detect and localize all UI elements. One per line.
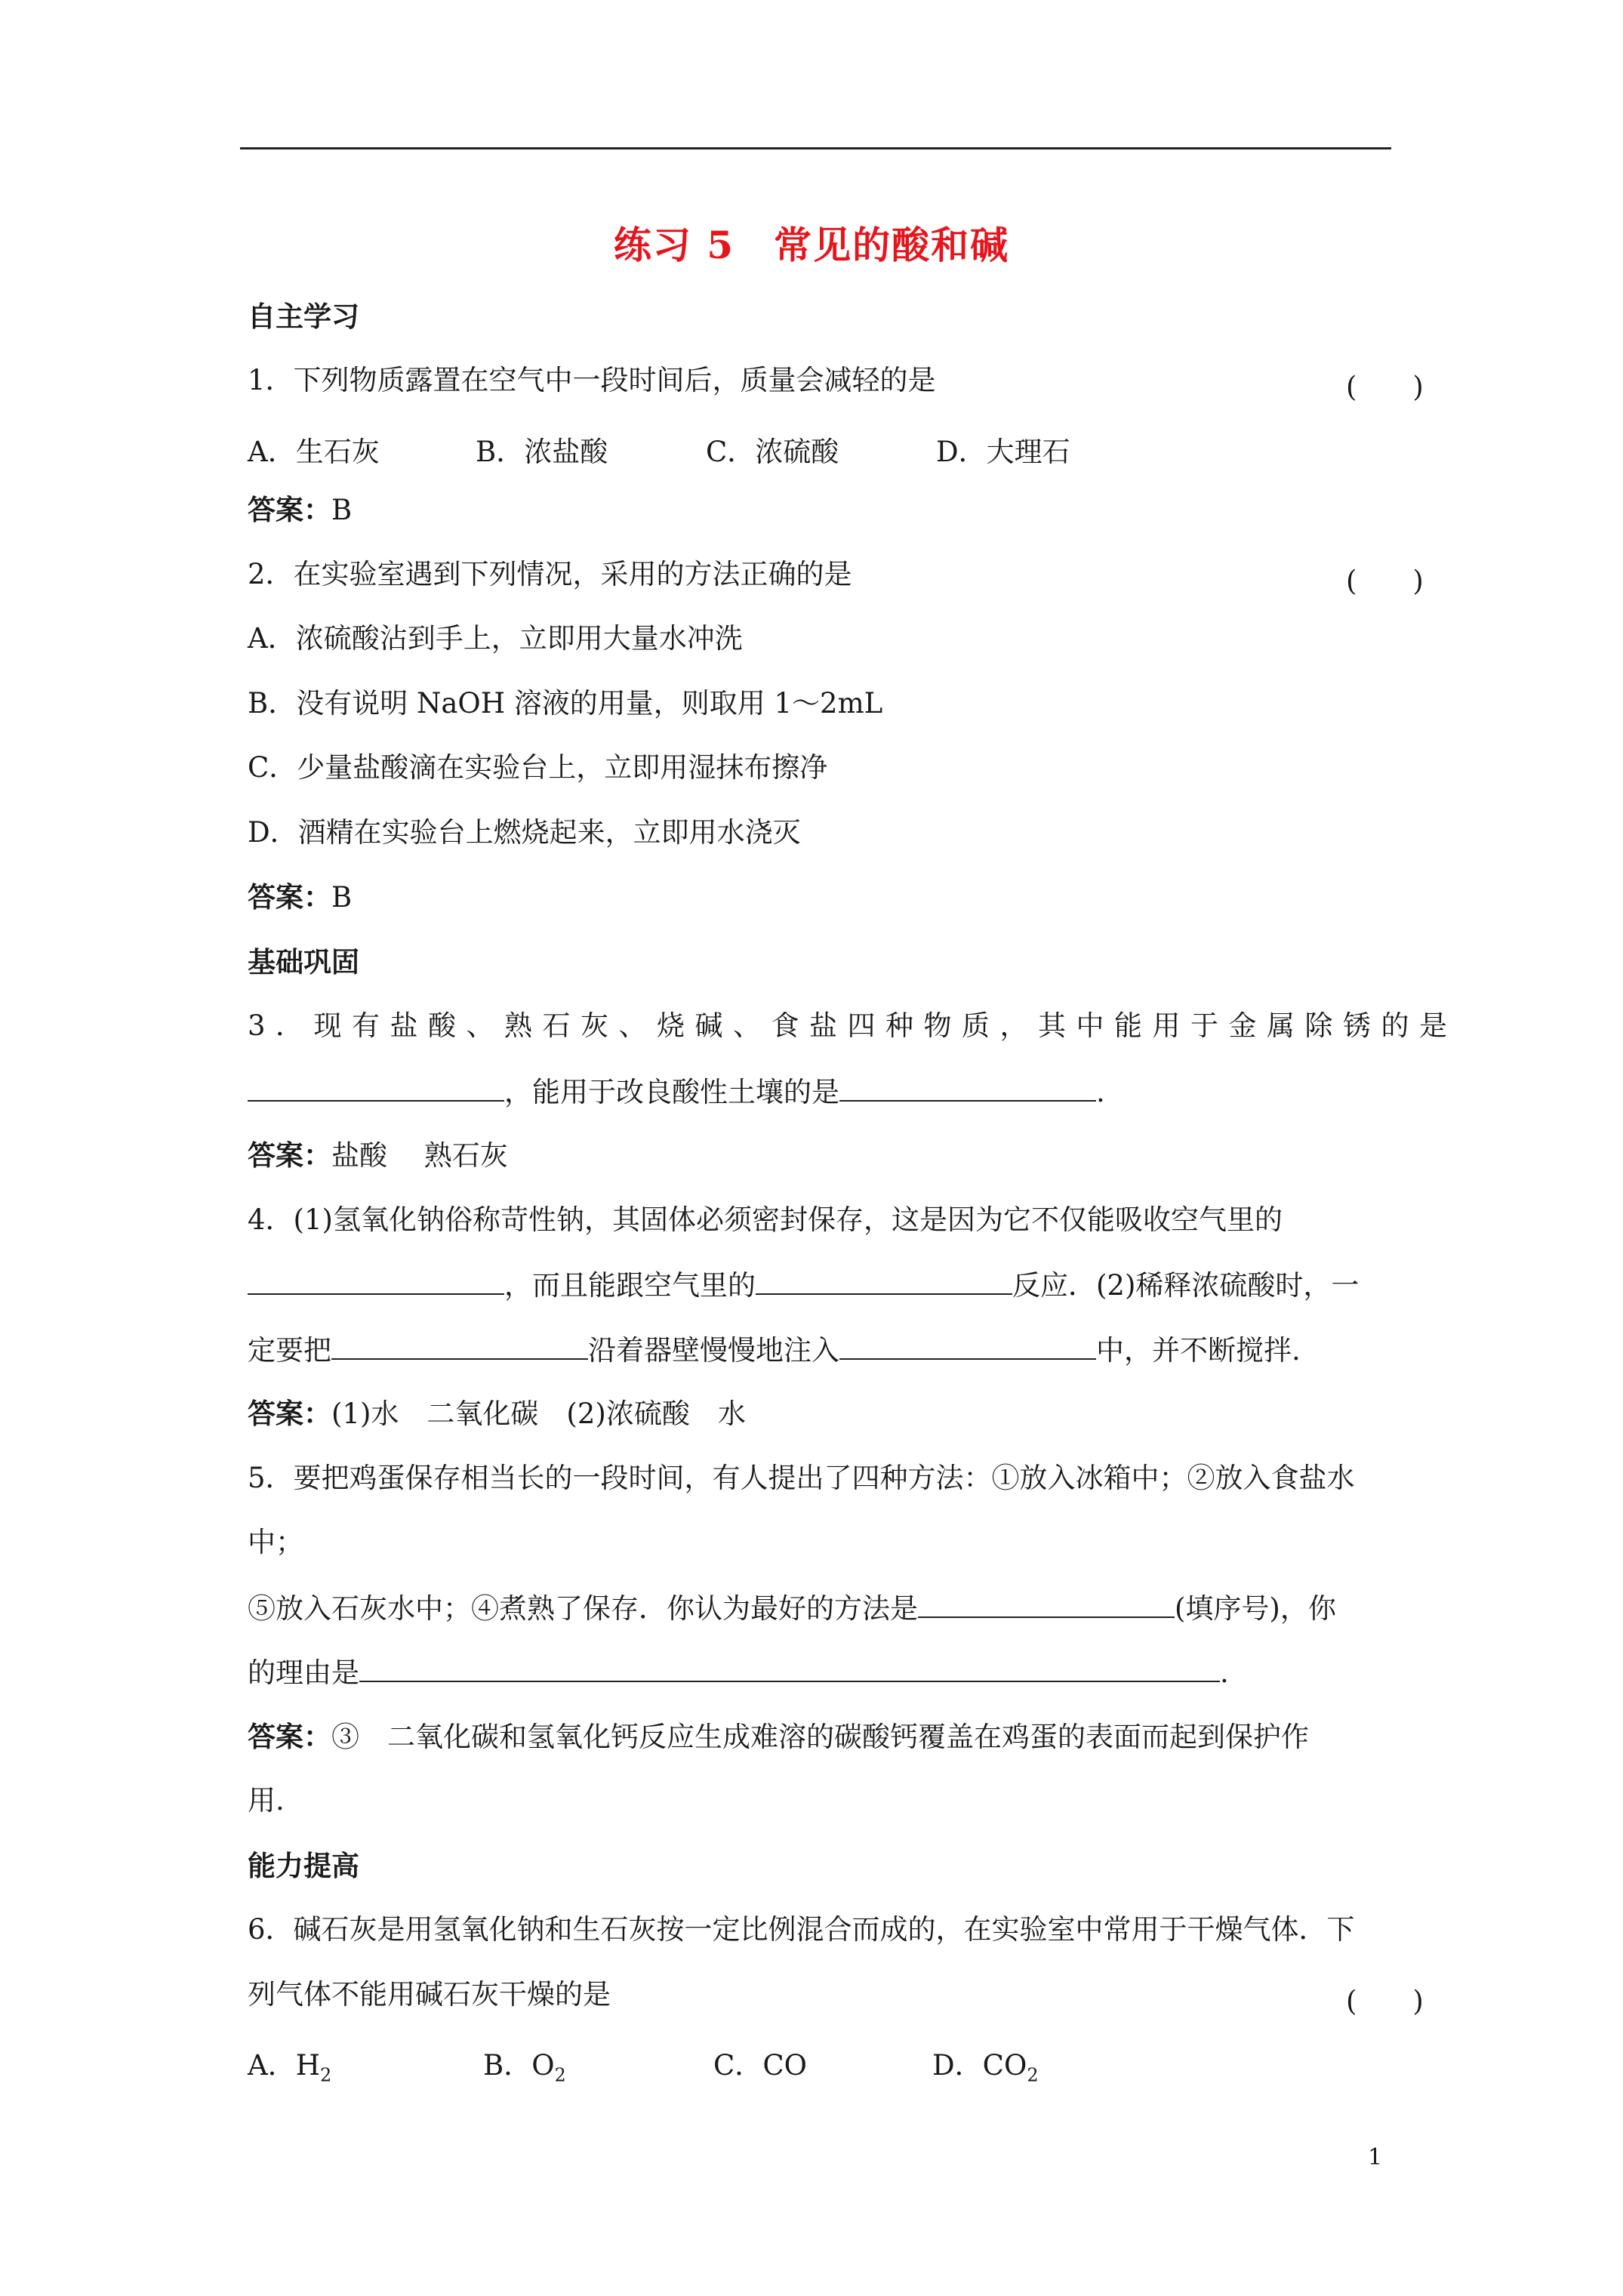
option-label: C． bbox=[713, 2049, 763, 2082]
question-4-line-2-text-b: 反应．(2)稀释浓硫酸时，一 bbox=[1012, 1269, 1360, 1302]
question-6-line-2: 列气体不能用碱石灰干燥的是 bbox=[248, 1978, 611, 2011]
question-4-line-3-text-b: 沿着器壁慢慢地注入 bbox=[588, 1334, 839, 1367]
question-6-option-a bbox=[248, 2042, 331, 2085]
option-label: B． bbox=[483, 2049, 532, 2082]
question-3-line-2-end: . bbox=[1096, 1076, 1105, 1108]
question-5-line-3 bbox=[248, 1591, 1336, 1626]
question-2-option-b: B．没有说明 NaOH 溶液的用量，则取用 1～2mL bbox=[248, 687, 883, 720]
question-5-answer-line-2: 用. bbox=[248, 1784, 285, 1817]
answer-value: ③ 二氧化碳和氢氧化钙反应生成难溶的碳酸钙覆盖在鸡蛋的表面而起到保护作 bbox=[331, 1721, 1309, 1753]
formula: CO bbox=[762, 2049, 807, 2082]
section-heading-self-study: 自主学习 bbox=[248, 300, 359, 333]
question-2-answer-paren: ( ) bbox=[1346, 565, 1424, 597]
question-3-line-2 bbox=[248, 1074, 1105, 1109]
question-6-option-c bbox=[713, 2042, 807, 2085]
fill-blank[interactable] bbox=[359, 1655, 1220, 1682]
answer-label: 答案： bbox=[248, 880, 331, 914]
formula: CO bbox=[982, 2049, 1027, 2082]
answer-value: B bbox=[331, 494, 353, 526]
answer-value: (1)水 二氧化碳 (2)浓硫酸 水 bbox=[331, 1398, 746, 1430]
answer-label: 答案： bbox=[248, 1397, 331, 1430]
question-5-line-3-text-b: (填序号)，你 bbox=[1175, 1592, 1336, 1625]
question-3-line-1: 3．现有盐酸、熟石灰、烧碱、食盐四种物质，其中能用于金属除锈的是 bbox=[248, 1009, 1458, 1042]
question-1-option-c: C．浓硫酸 bbox=[706, 436, 839, 468]
question-4-line-3-text-c: 中，并不断搅拌. bbox=[1096, 1334, 1301, 1367]
question-4-line-3 bbox=[248, 1333, 1301, 1367]
fill-blank[interactable] bbox=[839, 1333, 1096, 1360]
question-2-option-a: A．浓硫酸沾到手上，立即用大量水冲洗 bbox=[248, 622, 743, 655]
header-rule bbox=[240, 147, 1391, 149]
question-1-option-a: A．生石灰 bbox=[248, 436, 380, 468]
section-heading-basics: 基础巩固 bbox=[248, 945, 359, 978]
question-2-text: 2．在实验室遇到下列情况，采用的方法正确的是 bbox=[248, 558, 852, 590]
option-label: A． bbox=[248, 2049, 296, 2082]
fill-blank[interactable] bbox=[331, 1333, 588, 1360]
question-4-answer bbox=[248, 1397, 746, 1431]
question-4-line-2-text-a: ，而且能跟空气里的 bbox=[504, 1269, 756, 1302]
answer-value: B bbox=[331, 881, 353, 914]
question-2-answer bbox=[248, 880, 352, 914]
formula-subscript: 2 bbox=[554, 2064, 566, 2086]
question-5-line-4-end: . bbox=[1220, 1657, 1229, 1689]
question-1-option-d: D．大理石 bbox=[936, 436, 1070, 468]
question-5-line-2: 中； bbox=[248, 1526, 303, 1558]
question-5-line-4 bbox=[248, 1655, 1229, 1690]
question-5-line-3-text-a: ⑤放入石灰水中；④煮熟了保存．你认为最好的方法是 bbox=[248, 1592, 918, 1625]
question-1-answer bbox=[248, 493, 352, 527]
fill-blank[interactable] bbox=[839, 1074, 1096, 1102]
page-number: 1 bbox=[1368, 2144, 1383, 2171]
question-3-answer bbox=[248, 1139, 508, 1173]
question-3-line-2-text: ，能用于改良酸性土壤的是 bbox=[504, 1076, 839, 1108]
question-5-answer-line-1 bbox=[248, 1720, 1309, 1754]
question-6-option-b bbox=[483, 2042, 566, 2085]
option-label: D． bbox=[932, 2049, 983, 2082]
fill-blank[interactable] bbox=[918, 1591, 1175, 1618]
formula-subscript: 2 bbox=[1027, 2064, 1039, 2086]
question-4-line-3-text-a: 定要把 bbox=[248, 1334, 331, 1367]
fill-blank[interactable] bbox=[248, 1074, 504, 1102]
fill-blank[interactable] bbox=[756, 1268, 1012, 1295]
formula: O bbox=[531, 2049, 555, 2082]
question-1-answer-paren: ( ) bbox=[1346, 371, 1424, 403]
fill-blank[interactable] bbox=[248, 1268, 504, 1295]
answer-value: 盐酸 熟石灰 bbox=[331, 1139, 508, 1172]
question-5-line-1: 5．要把鸡蛋保存相当长的一段时间，有人提出了四种方法：①放入冰箱中；②放入食盐水 bbox=[248, 1462, 1355, 1494]
answer-label: 答案： bbox=[248, 493, 331, 526]
question-1-text: 1．下列物质露置在空气中一段时间后，质量会减轻的是 bbox=[248, 364, 936, 396]
formula: H bbox=[295, 2049, 321, 2082]
question-2-option-c: C．少量盐酸滴在实验台上，立即用湿抹布擦净 bbox=[248, 751, 828, 784]
formula-subscript: 2 bbox=[320, 2064, 332, 2086]
answer-label: 答案： bbox=[248, 1720, 331, 1753]
section-heading-advanced: 能力提高 bbox=[248, 1849, 359, 1882]
question-6-line-1: 6．碱石灰是用氢氧化钠和生石灰按一定比例混合而成的，在实验室中常用于干燥气体．下 bbox=[248, 1913, 1355, 1946]
answer-label: 答案： bbox=[248, 1139, 331, 1172]
question-6-answer-paren: ( ) bbox=[1346, 1985, 1424, 2017]
question-4-line-2 bbox=[248, 1268, 1359, 1302]
question-4-line-1: 4．(1)氢氧化钠俗称苛性钠，其固体必须密封保存，这是因为它不仅能吸收空气里的 bbox=[248, 1203, 1283, 1236]
question-2-option-d: D．酒精在实验台上燃烧起来，立即用水浇灭 bbox=[248, 816, 801, 849]
page-title: 练习 5 常见的酸和碱 bbox=[613, 223, 1010, 267]
question-1-option-b: B．浓盐酸 bbox=[476, 436, 608, 468]
question-6-option-d bbox=[932, 2042, 1039, 2085]
question-5-line-4-text: 的理由是 bbox=[248, 1657, 359, 1689]
